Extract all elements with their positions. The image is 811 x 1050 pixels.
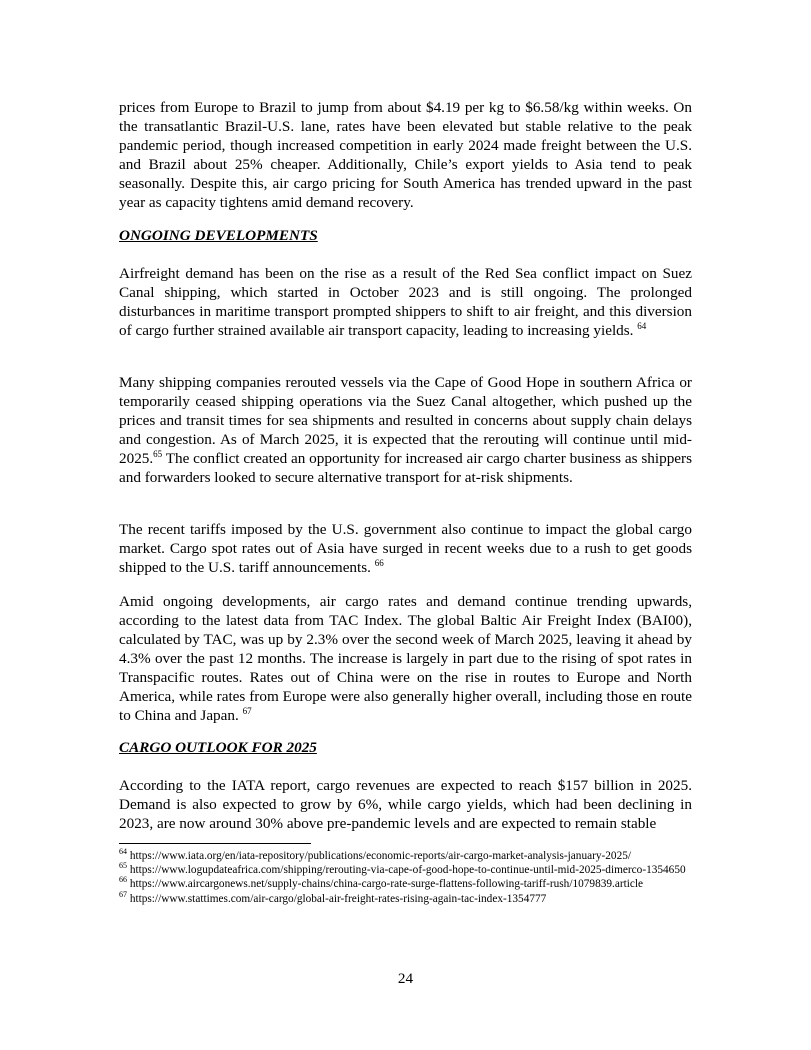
footnote-ref-66: 66 (374, 557, 384, 568)
footnote-link[interactable]: https://www.aircargonews.net/supply-chains/china-cargo-rate-surge-flattens-following-tariff-rush/1079839.article (129, 878, 644, 891)
footnote-ref-67: 67 (242, 705, 252, 716)
footnote-67 (119, 889, 694, 906)
paragraph-red-sea-text: Airfreight demand has been on the rise as a result of the Red Sea conflict impact on Suez Canal shipping, which started in October 2023 and is still ongoing. The prolonged disturbances in maritime transport prompted shippers to shift to air freight, and this diversion of cargo further strained available air transport capacity, leading to increasing yields. (119, 265, 692, 339)
heading-ongoing-developments: ONGOING DEVELOPMENTS (119, 227, 318, 244)
heading-cargo-outlook: CARGO OUTLOOK FOR 2025 (119, 739, 317, 756)
footnote-ref-65: 65 (153, 448, 163, 459)
paragraph-cape-rerouting-text-b: The conflict created an opportunity for increased air cargo charter business as shippers and forwarders looked to secure alternative transport for at-risk shipments. (119, 450, 692, 486)
paragraph-cape-rerouting (119, 373, 692, 487)
footnote-link[interactable]: https://www.stattimes.com/air-cargo/global-air-freight-rates-rising-again-tac-index-1354777 (129, 892, 547, 905)
footnote-65 (119, 863, 694, 877)
page-number: 24 (397, 970, 414, 987)
footnote-64 (119, 849, 694, 863)
paragraph-red-sea (119, 264, 692, 340)
footnote-66 (119, 877, 694, 891)
footnote-link[interactable]: https://www.iata.org/en/iata-repository/publications/economic-reports/air-cargo-market-analysis-january-2025/ (129, 850, 632, 862)
paragraph-tariffs-text: The recent tariffs imposed by the U.S. government also continue to impact the global cargo market. Cargo spot rates out of Asia have surged in recent weeks due to a rush to get goods shipped to the U.S. tariff announcements. (119, 521, 692, 576)
footnote-number: 64 (119, 847, 127, 857)
paragraph-tac-index-text: Amid ongoing developments, air cargo rates and demand continue trending upwards, according to the latest data from TAC Index. The global Baltic Air Freight Index (BAI00), calculated by TAC, was up by 2.3% over the second week of March 2025, leaving it ahead by 4.3% over the past 12 months. The increase is largely in part due to the rising of spot rates in Transpacific routes. Rates out of China were on the rise in routes to Europe and North America, while rates from Europe were also generally higher overall, including those en route to China and Japan. (119, 593, 692, 724)
footnote-divider (119, 843, 311, 844)
footnote-number: 67 (119, 889, 127, 899)
footnote-number: 66 (119, 875, 127, 885)
footnotes (119, 849, 694, 906)
paragraph-iata-outlook: According to the IATA report, cargo revenues are expected to reach $157 billion in 2025. Demand is also expected to grow by 6%, while cargo yields, which had been declining in 2023, are now around 30% above pre-pandemic levels and are expected to remain stable (119, 777, 692, 832)
footnote-ref-64: 64 (637, 320, 647, 331)
footnote-link[interactable]: https://www.logupdateafrica.com/shipping/rerouting-via-cape-of-good-hope-to-continue-until-mid-2025-dimerco-1354650 (129, 864, 686, 877)
paragraph-cape-rerouting-text-a: Many shipping companies rerouted vessels via the Cape of Good Hope in southern Africa or temporarily ceased shipping operations via the Suez Canal altogether, which pushed up the prices and transit times for sea shipments and resulted in concerns about supply chain delays and congestion. As of March 2025, it is expected that the rerouting will continue until mid-2025. (119, 374, 692, 467)
paragraph-tariffs (119, 520, 692, 577)
paragraph-tac-index (119, 592, 692, 725)
footnote-number: 65 (119, 861, 127, 871)
paragraph-brazil-rates: prices from Europe to Brazil to jump from about $4.19 per kg to $6.58/kg within weeks. On the transatlantic Brazil-U.S. lane, rates have been elevated but stable relative to the peak pandemic period, though increased competition in early 2024 made freight between the U.S. and Brazil about 25% cheaper. Additionally, Chile’s export yields to Asia tend to peak seasonally. Despite this, air cargo pricing for South America has trended upward in the past year as capacity tightens amid demand recovery. (119, 99, 692, 211)
